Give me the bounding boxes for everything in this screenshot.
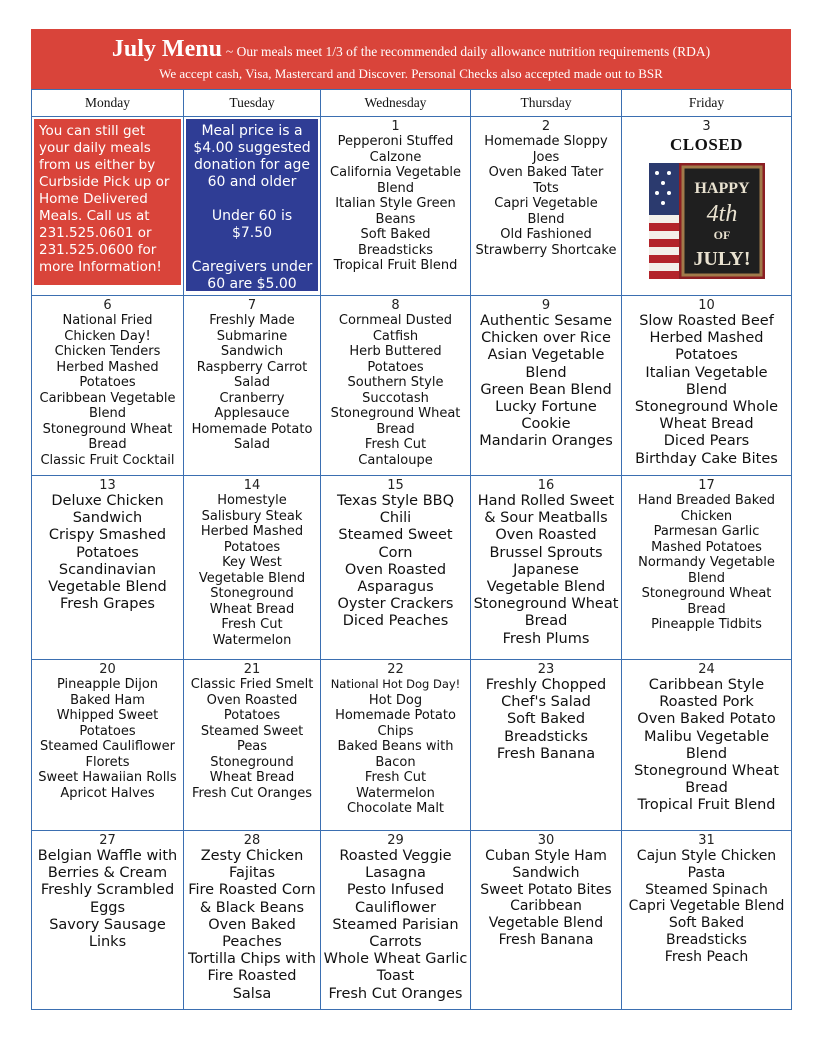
menu-item: Belgian Waffle with [37, 848, 178, 864]
menu-item: Fresh Grapes [60, 596, 155, 613]
day-cell [184, 296, 321, 476]
day-cell [471, 117, 622, 296]
image-text-happy: HAPPY [693, 180, 750, 197]
menu-item: Stoneground Wheat [634, 763, 779, 780]
menu-item: Homemade Potato [335, 708, 456, 723]
menu-item: Bread [687, 601, 726, 617]
menu-item: Applesauce [214, 406, 290, 421]
menu-item: Steamed Spinach [645, 881, 768, 898]
menu-item: & Sour Meatballs [484, 510, 608, 527]
menu-items [323, 134, 468, 274]
menu-item: Cookie [521, 416, 571, 433]
menu-item: Herb Buttered [349, 344, 442, 359]
menu-item: Watermelon [212, 632, 292, 648]
day-cell [184, 476, 321, 660]
menu-item: Pesto Infused [346, 882, 445, 899]
menu-item: Oven Roasted [344, 561, 447, 578]
price-senior: Meal price is a $4.00 suggested donation for age 60 and older [193, 123, 311, 190]
payment-info: We accept cash, Visa, Mastercard and Discover. Personal Checks also accepted made out to BSR [159, 66, 663, 81]
day-number: 23 [537, 662, 555, 677]
menu-item: National Fried [62, 313, 153, 328]
menu-item: Bacon [375, 754, 416, 770]
menu-items [186, 677, 318, 801]
menu-item: Caribbean Vegetable [39, 390, 176, 406]
menu-item: Mashed Potatoes [651, 539, 762, 555]
header-banner [31, 29, 791, 89]
menu-item: Brussel Sprouts [489, 544, 603, 561]
menu-item: Sandwich [512, 864, 580, 881]
day-number: 14 [243, 478, 261, 493]
price-under-60: Under 60 is $7.50 [211, 208, 293, 241]
price-caregivers: Caregivers under 60 are $5.00 [191, 259, 313, 292]
menu-item: Hand Rolled Sweet [477, 493, 615, 509]
day-cell [184, 660, 321, 831]
menu-item: Old Fashioned [500, 227, 592, 242]
menu-item: Freshly Scrambled [40, 882, 175, 899]
menu-item: Chicken Tenders [54, 344, 161, 359]
menu-item: Fire Roasted [207, 968, 297, 985]
menu-items [323, 313, 468, 468]
menu-item: Fajitas [228, 865, 276, 882]
menu-item: Deluxe Chicken [51, 493, 164, 509]
menu-item: Oven Roasted [495, 527, 597, 544]
day-number: 15 [387, 478, 404, 493]
menu-items [186, 313, 318, 453]
menu-item: California Vegetable [330, 165, 461, 180]
menu-item: Sandwich [220, 344, 284, 359]
menu-item: Oyster Crackers [337, 596, 454, 613]
menu-items [473, 848, 619, 949]
day-number: 2 [541, 119, 551, 134]
week-row-3 [32, 476, 792, 660]
menu-item: Breadsticks [357, 242, 434, 258]
menu-item: Asian Vegetable [487, 347, 605, 364]
menu-item: Baked Beans with [337, 739, 454, 754]
day-number: 20 [99, 662, 116, 677]
menu-items [323, 677, 468, 817]
menu-item: Stoneground [210, 754, 294, 770]
menu-item: Fresh Plums [502, 630, 590, 647]
menu-item: Cauliflower [354, 899, 436, 916]
menu-item: Blend [376, 180, 415, 196]
menu-item: Green Bean Blend [480, 381, 612, 398]
menu-item: Oven Baked [208, 916, 296, 933]
day-number: 22 [387, 662, 404, 677]
menu-items [323, 848, 468, 1003]
menu-item: Bread [376, 421, 415, 437]
menu-item: Apricot Halves [60, 785, 155, 801]
menu-item: Classic Fruit Cocktail [40, 452, 175, 468]
menu-item: Bread [88, 437, 127, 452]
day-cell [471, 660, 622, 831]
menu-item: Whipped Sweet [56, 708, 159, 723]
menu-item: Breadsticks [666, 931, 747, 948]
menu-calendar [31, 89, 792, 1010]
menu-item: Diced Pears [663, 433, 750, 450]
weekday-monday: Monday [32, 90, 184, 117]
menu-item: Potatoes [76, 544, 139, 561]
menu-item: Homestyle [217, 493, 287, 508]
day-cell [184, 831, 321, 1010]
menu-items [186, 493, 318, 648]
menu-item: Fire Roasted Corn [188, 882, 316, 899]
menu-item: Breadsticks [504, 728, 588, 745]
menu-item: Vegetable Blend [198, 570, 306, 586]
day-number: 7 [247, 298, 257, 313]
menu-item: Wheat Bread [659, 416, 754, 433]
menu-item: Mandarin Oranges [479, 433, 613, 450]
menu-item: Blend [687, 570, 726, 586]
menu-item: Beans [375, 211, 416, 227]
menu-items [473, 677, 619, 763]
menu-items [624, 848, 789, 966]
day-cell [622, 831, 792, 1010]
menu-item: Slow Roasted Beef [639, 313, 774, 329]
week-row-2 [32, 296, 792, 476]
day-number: 28 [243, 833, 261, 848]
menu-item: Joes [532, 149, 560, 165]
menu-item: Chocolate Malt [346, 801, 445, 816]
menu-item: Authentic Sesame [479, 313, 612, 329]
menu-item: Oven Baked Tater [488, 165, 604, 180]
weekday-friday: Friday [622, 90, 792, 117]
menu-item: Japanese [513, 561, 579, 578]
menu-items [473, 493, 619, 648]
menu-item: Caribbean Style [648, 677, 765, 693]
day-cell [471, 476, 622, 660]
menu-item: Freshly Chopped [485, 677, 607, 693]
menu-item: Steamed Cauliflower [40, 739, 175, 754]
menu-item: Bread [685, 780, 728, 797]
day-number: 17 [698, 478, 715, 493]
day-number: 31 [698, 833, 715, 848]
menu-item: Homemade Sloppy [484, 134, 608, 149]
day-number: 6 [103, 298, 112, 313]
weekday-thursday: Thursday [471, 90, 622, 117]
menu-item: Fresh Cut [364, 770, 427, 785]
day-cell [622, 296, 792, 476]
menu-items [473, 313, 619, 451]
menu-item: Tropical Fruit Blend [637, 797, 776, 814]
menu-item: Herbed Mashed [56, 359, 159, 375]
menu-items [473, 134, 619, 258]
menu-item: Fresh Cut Oranges [328, 985, 463, 1002]
day-number: 30 [537, 833, 555, 848]
menu-item: Caribbean [510, 898, 582, 915]
day-cell [32, 831, 184, 1010]
menu-item: Normandy Vegetable [638, 555, 775, 570]
menu-sheet [31, 29, 791, 1010]
menu-item: Salisbury Steak [201, 508, 303, 524]
menu-item: Chicken Day! [64, 328, 151, 344]
closed-day-cell [622, 117, 792, 296]
menu-items [624, 493, 789, 633]
menu-item: Berries & Cream [47, 865, 168, 882]
menu-item: Potatoes [223, 539, 281, 555]
menu-item: Strawberry Shortcake [475, 242, 617, 258]
menu-item: Soft Baked [668, 915, 745, 932]
menu-item: Cuban Style Ham [485, 848, 607, 864]
menu-item: Roasted Veggie [339, 848, 452, 864]
menu-item: Eggs [89, 899, 126, 916]
day-cell [471, 831, 622, 1010]
info-cell-curbside [32, 117, 184, 296]
menu-item: Hot Dog [368, 692, 423, 708]
menu-item: Fresh Cut Oranges [191, 785, 313, 801]
menu-item: Sweet Potato Bites [480, 881, 612, 898]
menu-item: Cantaloupe [358, 452, 433, 468]
menu-item: Stoneground Whole [634, 399, 779, 416]
menu-item: Whole Wheat Garlic [323, 951, 468, 968]
day-cell [321, 476, 471, 660]
menu-item: Chips [377, 723, 414, 739]
day-number: 3 [702, 119, 711, 134]
menu-item: Soft Baked [506, 711, 586, 728]
menu-item: Parmesan Garlic [653, 524, 760, 539]
menu-item: Herbed Mashed [200, 524, 304, 539]
menu-item: Corn [378, 544, 413, 561]
weekday-wednesday: Wednesday [321, 90, 471, 117]
menu-items [624, 313, 789, 468]
image-text-4th: 4th [706, 201, 737, 227]
menu-item: Herbed Mashed [649, 330, 764, 347]
day-number: 8 [391, 298, 400, 313]
menu-item: Homemade Potato [191, 421, 313, 437]
menu-item: Pepperoni Stuffed [337, 134, 454, 149]
menu-item: Wheat Bread [209, 601, 295, 617]
day-cell [622, 476, 792, 660]
week-row-4 [32, 660, 792, 831]
menu-item: Bread [524, 613, 568, 630]
menu-item: Baked Ham [70, 692, 145, 708]
menu-item: Vegetable Blend [48, 579, 167, 596]
day-number: 9 [541, 298, 551, 313]
menu-item: Crispy Smashed [48, 527, 167, 544]
menu-item: Southern Style [347, 375, 444, 390]
day-number: 27 [99, 833, 116, 848]
menu-item: Capri Vegetable Blend [628, 898, 785, 915]
menu-item: Stoneground Wheat [42, 421, 173, 437]
menu-item: Key West [222, 555, 282, 570]
menu-items [34, 493, 181, 613]
day-cell [321, 117, 471, 296]
info-cell-price [184, 117, 321, 296]
menu-item: Calzone [369, 149, 422, 165]
menu-item: Stoneground Wheat [330, 406, 461, 421]
menu-item: Salad [233, 375, 271, 390]
menu-item: Zesty Chicken [200, 848, 304, 864]
day-cell [32, 476, 184, 660]
day-cell [471, 296, 622, 476]
menu-items [34, 848, 181, 951]
menu-item: Hand Breaded Baked [637, 493, 776, 508]
day-cell [321, 296, 471, 476]
menu-item: Submarine [216, 328, 288, 344]
header-title-line [31, 29, 791, 66]
menu-item: Stoneground Wheat [641, 586, 772, 601]
menu-item: Pasta [687, 864, 726, 881]
menu-item: Fresh Banana [498, 931, 594, 948]
menu-item: Blend [525, 364, 567, 381]
menu-item: Pineapple Tidbits [651, 617, 762, 632]
menu-item: Tortilla Chips with [188, 951, 316, 968]
day-cell [32, 296, 184, 476]
menu-item: Sandwich [72, 510, 143, 527]
menu-item: Raspberry Carrot [196, 359, 308, 375]
menu-items [323, 493, 468, 631]
menu-item: Blend [527, 211, 565, 227]
menu-item: Toast [376, 968, 415, 985]
menu-item: Roasted Pork [659, 694, 754, 711]
menu-item: Catfish [372, 328, 419, 344]
menu-item: Salsa [232, 985, 272, 1002]
menu-item: Stoneground [210, 586, 294, 601]
menu-item: National Hot Dog Day! [330, 677, 461, 691]
day-cell [622, 660, 792, 831]
menu-item: Texas Style BBQ [336, 493, 455, 509]
menu-item: Italian Style Green [335, 196, 456, 211]
menu-item: Oven Baked Potato [637, 711, 776, 728]
weekday-tuesday: Tuesday [184, 90, 321, 117]
menu-item: Asparagus [357, 579, 434, 596]
day-number: 13 [99, 478, 116, 493]
menu-item: Chicken [680, 508, 733, 524]
menu-item: Capri Vegetable [494, 196, 598, 211]
menu-item: Florets [85, 754, 130, 770]
day-number: 1 [391, 119, 400, 134]
menu-item: Classic Fried Smelt [190, 677, 314, 692]
menu-item: Peaches [222, 934, 282, 951]
menu-item: Soft Baked [360, 227, 431, 242]
curbside-info: You can still get your daily meals from us either by Curbside Pick up or Home Delivered Meals. Call us at 231.525.0601 or 231.525.0600 for more Information! [34, 119, 181, 285]
week-row-1 [32, 117, 792, 296]
menu-item: Fresh Peach [664, 948, 749, 965]
menu-item: Carrots [369, 934, 422, 951]
menu-item: Tots [533, 180, 559, 196]
menu-item: Steamed Sweet [200, 723, 304, 739]
menu-item: Birthday Cake Bites [635, 450, 778, 467]
menu-item: Sweet Hawaiian Rolls [38, 770, 177, 785]
week-row-5 [32, 831, 792, 1010]
day-number: 29 [387, 833, 404, 848]
page-title: July Menu [111, 36, 222, 62]
menu-item: Tropical Fruit Blend [333, 258, 458, 273]
menu-item: Salad [233, 437, 271, 452]
day-number: 24 [698, 662, 715, 677]
menu-item: Lasagna [365, 865, 426, 882]
menu-item: Italian Vegetable Blend [645, 364, 768, 398]
menu-item: Chef's Salad [501, 694, 591, 711]
menu-item: Potatoes [79, 723, 136, 739]
menu-items [186, 848, 318, 1003]
happy-4th-of-july-image [649, 163, 765, 279]
menu-item: Potatoes [367, 359, 424, 375]
menu-item: Savory Sausage [49, 916, 166, 933]
image-text-of: OF [713, 228, 730, 242]
menu-item: Vegetable Blend [488, 915, 604, 932]
menu-item: Lucky Fortune [495, 399, 597, 416]
day-number: 16 [537, 478, 555, 493]
menu-item: Potatoes [675, 347, 738, 364]
meal-price-info [186, 119, 318, 291]
image-text-july: JULY! [692, 248, 751, 270]
menu-item: Cranberry [219, 390, 285, 406]
closed-label: CLOSED [670, 135, 743, 154]
menu-item: Potatoes [79, 375, 136, 390]
menu-item: Succotash [362, 390, 429, 406]
menu-item: Fresh Banana [496, 745, 596, 762]
menu-item: & Black Beans [199, 899, 305, 916]
menu-item: Steamed Parisian [332, 916, 459, 933]
day-cell [321, 831, 471, 1010]
header-tagline: ~ Our meals meet 1/3 of the recommended daily allowance nutrition requirements (RDA) [225, 44, 711, 59]
menu-item: Blend [685, 745, 728, 762]
menu-item: Blend [88, 406, 127, 421]
menu-item: Chicken over Rice [481, 330, 611, 347]
day-number: 21 [243, 662, 261, 677]
menu-item: Fresh Cut [221, 617, 283, 632]
menu-item: Cornmeal Dusted [338, 313, 453, 328]
menu-items [34, 313, 181, 468]
menu-item: Diced Peaches [342, 613, 449, 630]
day-cell [32, 660, 184, 831]
menu-item: Chili [379, 510, 412, 527]
menu-items [34, 677, 181, 801]
menu-item: Links [88, 934, 127, 951]
menu-item: Potatoes [223, 708, 281, 723]
menu-item: Cajun Style Chicken [636, 848, 777, 864]
menu-item: Peas [236, 739, 268, 754]
menu-item: Vegetable Blend [486, 579, 606, 596]
menu-item: Oven Roasted [206, 692, 298, 708]
menu-item: Stoneground Wheat [473, 596, 619, 613]
day-cell [321, 660, 471, 831]
menu-item: Scandinavian [58, 561, 157, 578]
weekday-header-row [32, 90, 792, 117]
menu-item: Wheat Bread [209, 770, 295, 785]
menu-item: Pineapple Dijon [56, 677, 159, 692]
menu-item: Steamed Sweet [338, 527, 453, 544]
menu-item: Malibu Vegetable [643, 728, 770, 745]
day-number: 10 [698, 298, 715, 313]
menu-item: Watermelon [356, 785, 435, 801]
menu-item: Freshly Made [209, 313, 295, 328]
menu-items [624, 677, 789, 815]
menu-item: Fresh Cut [364, 437, 427, 452]
